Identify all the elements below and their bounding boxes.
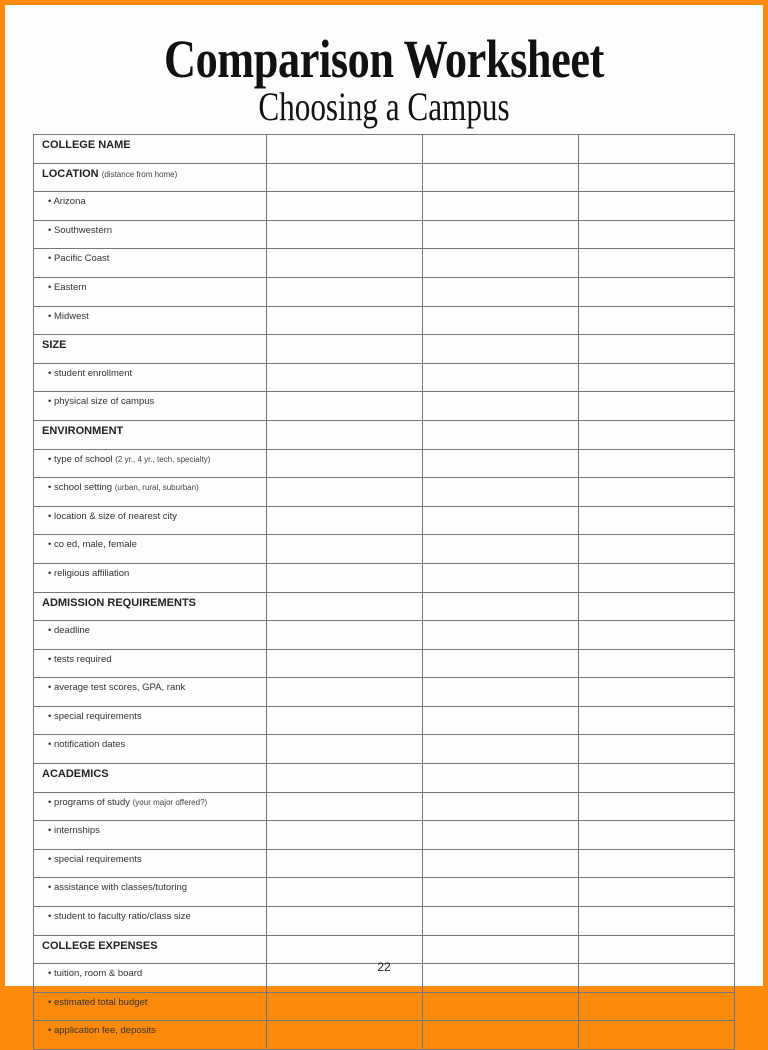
criteria-row	[34, 821, 735, 850]
row-label	[34, 220, 267, 249]
college-3-entry-cell[interactable]	[579, 249, 735, 278]
college-2-entry-cell[interactable]	[423, 678, 579, 707]
criteria-row	[34, 192, 735, 221]
college-3-entry-cell[interactable]	[579, 792, 735, 821]
college-3-entry-cell[interactable]	[579, 821, 735, 850]
college-1-entry-cell[interactable]	[267, 277, 423, 306]
college-3-entry-cell[interactable]	[579, 878, 735, 907]
college-1-entry-cell[interactable]	[267, 363, 423, 392]
row-label	[34, 563, 267, 592]
college-2-entry-cell[interactable]	[423, 163, 579, 192]
row-label-text: • notification dates	[48, 739, 126, 751]
row-label	[34, 192, 267, 221]
criteria-row	[34, 621, 735, 650]
college-2-entry-cell[interactable]	[423, 420, 579, 449]
row-label	[34, 363, 267, 392]
row-label	[34, 420, 267, 449]
college-2-entry-cell[interactable]	[423, 649, 579, 678]
college-2-entry-cell[interactable]	[423, 706, 579, 735]
college-3-entry-cell[interactable]	[579, 849, 735, 878]
row-note: (2 yr., 4 yr., tech, specialty)	[115, 454, 211, 464]
college-3-entry-cell[interactable]	[579, 192, 735, 221]
college-3-entry-cell[interactable]	[579, 735, 735, 764]
row-label	[34, 821, 267, 850]
college-1-entry-cell[interactable]	[267, 792, 423, 821]
section-header-row	[34, 135, 735, 164]
college-1-entry-cell[interactable]	[267, 849, 423, 878]
criteria-row	[34, 1021, 735, 1050]
college-1-entry-cell[interactable]	[267, 306, 423, 335]
college-3-entry-cell[interactable]	[579, 563, 735, 592]
row-label-text: • application fee, deposits	[48, 1025, 156, 1037]
row-label	[34, 621, 267, 650]
college-3-entry-cell[interactable]	[579, 163, 735, 192]
college-1-entry-cell[interactable]	[267, 706, 423, 735]
row-label	[34, 449, 267, 478]
college-2-entry-cell[interactable]	[423, 907, 579, 936]
college-1-entry-cell[interactable]	[267, 621, 423, 650]
row-label-text: LOCATION	[42, 167, 99, 180]
criteria-row	[34, 363, 735, 392]
page-subtitle: Choosing a Campus	[258, 84, 510, 129]
college-1-entry-cell[interactable]	[267, 821, 423, 850]
college-1-entry-cell[interactable]	[267, 392, 423, 421]
row-label-text: • special requirements	[48, 853, 142, 865]
row-label-text: • Eastern	[48, 281, 87, 293]
college-2-entry-cell[interactable]	[423, 249, 579, 278]
college-2-entry-cell[interactable]	[423, 735, 579, 764]
page-title: Comparison Worksheet	[164, 29, 604, 89]
row-label	[34, 335, 267, 364]
criteria-row	[34, 220, 735, 249]
criteria-row	[34, 735, 735, 764]
section-header-row	[34, 163, 735, 192]
college-2-entry-cell[interactable]	[423, 1021, 579, 1050]
college-2-entry-cell[interactable]	[423, 563, 579, 592]
section-header-row	[34, 592, 735, 621]
college-1-entry-cell[interactable]	[267, 449, 423, 478]
row-label	[34, 306, 267, 335]
row-label	[34, 764, 267, 793]
row-label-text: • religious affiliation	[48, 567, 130, 579]
criteria-row	[34, 277, 735, 306]
criteria-row	[34, 478, 735, 507]
section-header-row	[34, 420, 735, 449]
criteria-row	[34, 449, 735, 478]
criteria-row	[34, 849, 735, 878]
section-header-row	[34, 335, 735, 364]
row-label-text: SIZE	[42, 339, 67, 352]
college-3-entry-cell[interactable]	[579, 220, 735, 249]
page-number: 22	[377, 960, 391, 974]
college-3-entry-cell[interactable]	[579, 764, 735, 793]
criteria-row	[34, 563, 735, 592]
college-3-entry-cell[interactable]	[579, 420, 735, 449]
row-label-text: • school setting	[48, 482, 113, 494]
college-1-entry-cell[interactable]	[267, 335, 423, 364]
row-label-text: • location & size of nearest city	[48, 510, 177, 522]
row-label	[34, 392, 267, 421]
college-1-entry-cell[interactable]	[267, 764, 423, 793]
row-label-text: COLLEGE NAME	[42, 139, 131, 151]
college-2-entry-cell[interactable]	[423, 878, 579, 907]
college-3-entry-cell[interactable]	[579, 649, 735, 678]
college-3-entry-cell[interactable]	[579, 506, 735, 535]
college-1-entry-cell[interactable]	[267, 1021, 423, 1050]
row-label-text: • tests required	[48, 653, 112, 665]
row-label	[34, 163, 267, 192]
college-2-entry-cell[interactable]	[423, 592, 579, 621]
row-label-text: • Arizona	[48, 196, 86, 208]
criteria-row	[34, 392, 735, 421]
criteria-row	[34, 678, 735, 707]
row-label-text: • average test scores, GPA, rank	[48, 682, 186, 694]
college-2-entry-cell[interactable]	[423, 478, 579, 507]
college-1-entry-cell[interactable]	[267, 907, 423, 936]
row-label	[34, 649, 267, 678]
college-2-entry-cell[interactable]	[423, 220, 579, 249]
section-header-row	[34, 764, 735, 793]
criteria-row	[34, 506, 735, 535]
college-3-entry-cell[interactable]	[579, 135, 735, 164]
row-note: (urban, rural, suburban)	[114, 483, 199, 493]
college-1-entry-cell[interactable]	[267, 592, 423, 621]
college-3-entry-cell[interactable]	[579, 621, 735, 650]
college-3-entry-cell[interactable]	[579, 535, 735, 564]
college-3-entry-cell[interactable]	[579, 1021, 735, 1050]
criteria-row	[34, 249, 735, 278]
row-label	[34, 535, 267, 564]
college-1-entry-cell[interactable]	[267, 478, 423, 507]
criteria-row	[34, 306, 735, 335]
row-label-text: • physical size of campus	[48, 396, 155, 408]
row-label-text: • special requirements	[48, 710, 142, 722]
row-label	[34, 849, 267, 878]
row-label	[34, 706, 267, 735]
criteria-row	[34, 706, 735, 735]
college-2-entry-cell[interactable]	[423, 449, 579, 478]
criteria-row	[34, 535, 735, 564]
college-3-entry-cell[interactable]	[579, 478, 735, 507]
row-label-text: • co ed, male, female	[48, 539, 137, 551]
row-label-text: ADMISSION REQUIREMENTS	[42, 596, 197, 609]
row-note: (your major offered?)	[132, 797, 208, 807]
row-label	[34, 277, 267, 306]
college-1-entry-cell[interactable]	[267, 563, 423, 592]
row-note: (distance from home)	[101, 169, 178, 179]
criteria-row	[34, 792, 735, 821]
college-2-entry-cell[interactable]	[423, 335, 579, 364]
college-3-entry-cell[interactable]	[579, 592, 735, 621]
row-label	[34, 792, 267, 821]
college-3-entry-cell[interactable]	[579, 306, 735, 335]
row-label	[34, 506, 267, 535]
college-1-entry-cell[interactable]	[267, 249, 423, 278]
row-label-text: • deadline	[48, 625, 90, 637]
college-1-entry-cell[interactable]	[267, 506, 423, 535]
college-3-entry-cell[interactable]	[579, 907, 735, 936]
college-3-entry-cell[interactable]	[579, 277, 735, 306]
row-label-text: • Southwestern	[48, 224, 113, 236]
college-2-entry-cell[interactable]	[423, 849, 579, 878]
college-1-entry-cell[interactable]	[267, 192, 423, 221]
row-label-text: • student to faculty ratio/class size	[48, 911, 191, 923]
college-1-entry-cell[interactable]	[267, 992, 423, 1021]
row-label-text: • tuition, room & board	[48, 968, 143, 980]
college-2-entry-cell[interactable]	[423, 306, 579, 335]
college-2-entry-cell[interactable]	[423, 192, 579, 221]
criteria-row	[34, 649, 735, 678]
criteria-row	[34, 907, 735, 936]
row-label-text: • type of school	[48, 453, 113, 465]
college-2-entry-cell[interactable]	[423, 821, 579, 850]
college-2-entry-cell[interactable]	[423, 506, 579, 535]
row-label	[34, 249, 267, 278]
college-3-entry-cell[interactable]	[579, 678, 735, 707]
college-2-entry-cell[interactable]	[423, 363, 579, 392]
row-label	[34, 735, 267, 764]
college-2-entry-cell[interactable]	[423, 764, 579, 793]
row-label-text: • estimated total budget	[48, 996, 148, 1008]
college-2-entry-cell[interactable]	[423, 535, 579, 564]
row-label-text: • Midwest	[48, 310, 89, 322]
college-1-entry-cell[interactable]	[267, 649, 423, 678]
college-1-entry-cell[interactable]	[267, 420, 423, 449]
college-2-entry-cell[interactable]	[423, 392, 579, 421]
row-label	[34, 992, 267, 1021]
college-2-entry-cell[interactable]	[423, 277, 579, 306]
row-label-text: • Pacific Coast	[48, 253, 110, 265]
college-3-entry-cell[interactable]	[579, 335, 735, 364]
row-label-text: • programs of study	[48, 796, 130, 808]
college-3-entry-cell[interactable]	[579, 392, 735, 421]
row-label	[34, 135, 267, 164]
row-label	[34, 478, 267, 507]
criteria-row	[34, 992, 735, 1021]
college-3-entry-cell[interactable]	[579, 706, 735, 735]
college-2-entry-cell[interactable]	[423, 135, 579, 164]
row-label	[34, 678, 267, 707]
college-1-entry-cell[interactable]	[267, 678, 423, 707]
row-label-text: • internships	[48, 825, 100, 837]
college-1-entry-cell[interactable]	[267, 878, 423, 907]
college-3-entry-cell[interactable]	[579, 363, 735, 392]
college-3-entry-cell[interactable]	[579, 992, 735, 1021]
worksheet-page	[5, 5, 763, 1037]
row-label	[34, 907, 267, 936]
row-label	[34, 1021, 267, 1050]
row-label-text: COLLEGE EXPENSES	[42, 939, 158, 952]
college-2-entry-cell[interactable]	[423, 621, 579, 650]
criteria-row	[34, 878, 735, 907]
row-label-text: ACADEMICS	[42, 768, 109, 781]
comparison-table	[33, 134, 735, 1050]
college-1-entry-cell[interactable]	[267, 535, 423, 564]
college-1-entry-cell[interactable]	[267, 163, 423, 192]
college-2-entry-cell[interactable]	[423, 992, 579, 1021]
row-label	[34, 878, 267, 907]
college-1-entry-cell[interactable]	[267, 220, 423, 249]
college-1-entry-cell[interactable]	[267, 735, 423, 764]
college-3-entry-cell[interactable]	[579, 449, 735, 478]
row-label-text: • assistance with classes/tutoring	[48, 882, 188, 894]
row-label-text: ENVIRONMENT	[42, 424, 124, 437]
college-2-entry-cell[interactable]	[423, 792, 579, 821]
row-label-text: • student enrollment	[48, 367, 133, 379]
college-1-entry-cell[interactable]	[267, 135, 423, 164]
row-label	[34, 592, 267, 621]
